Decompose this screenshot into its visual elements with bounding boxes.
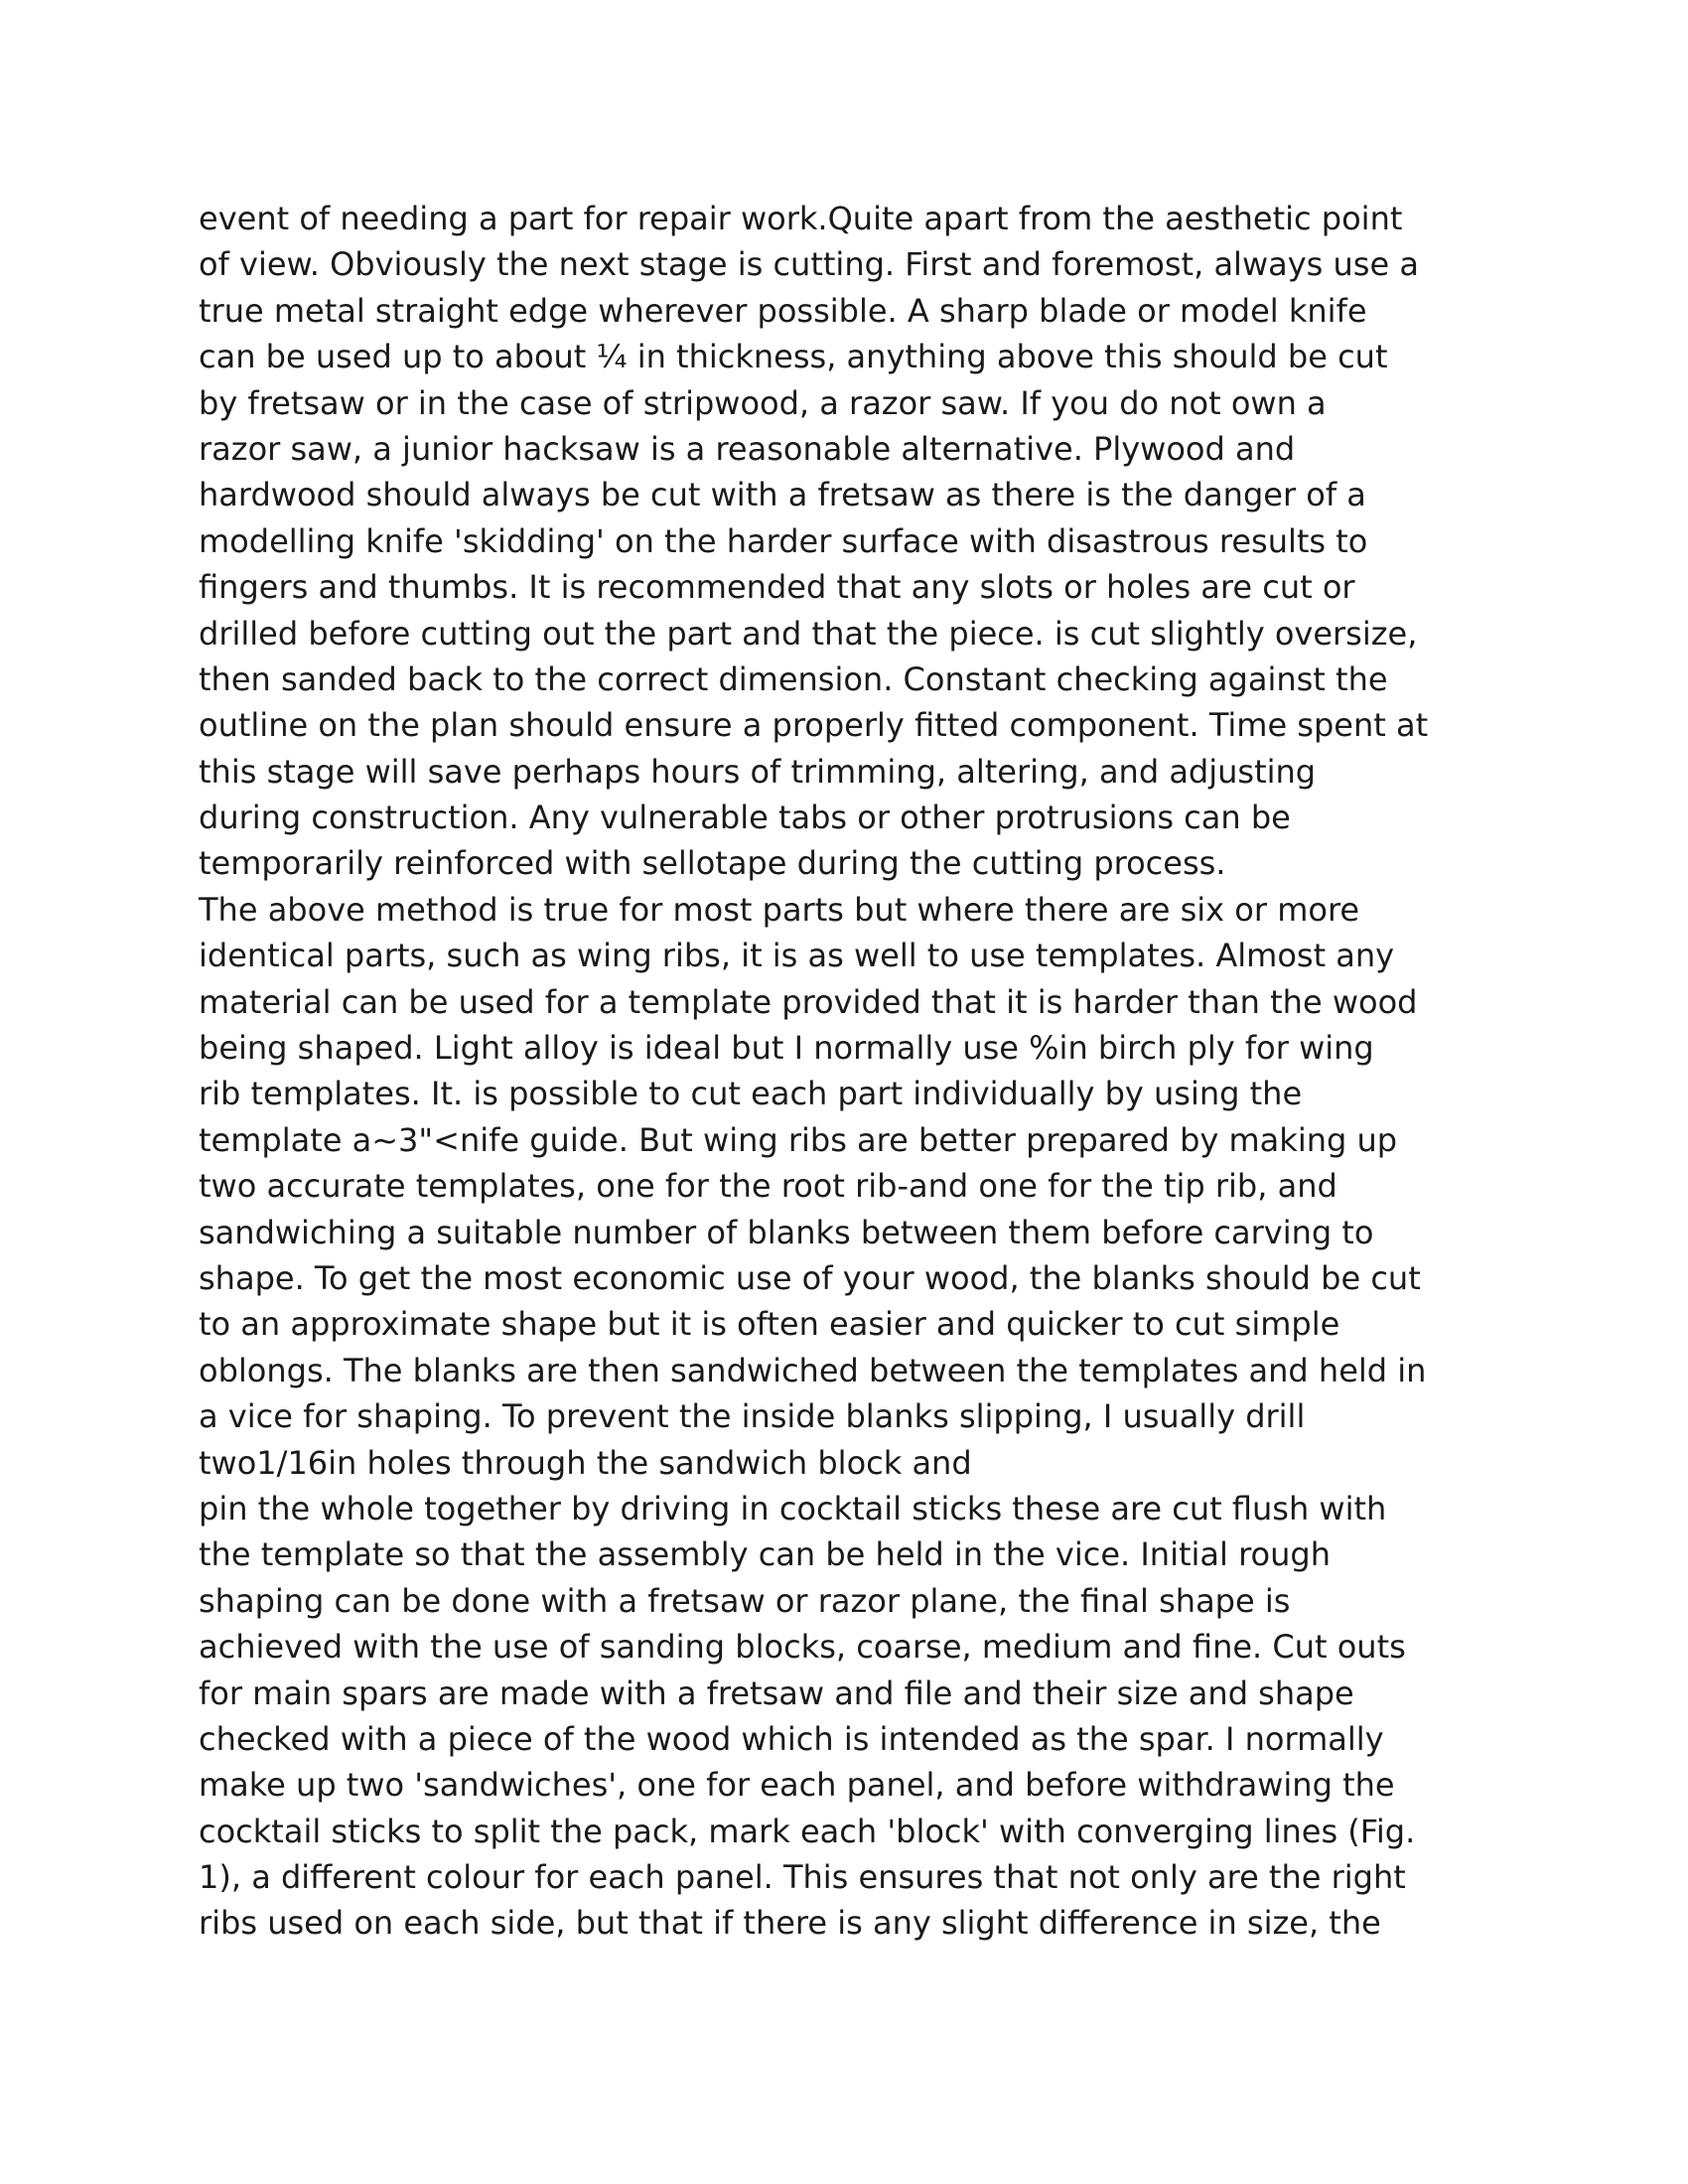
text-line: event of needing a part for repair work.Quite apart from the aesthetic point bbox=[199, 200, 1403, 237]
text-line: during construction. Any vulnerable tabs or other protrusions can be bbox=[199, 799, 1291, 837]
body-text bbox=[199, 196, 1529, 1947]
text-line: outline on the plan should ensure a properly fitted component. Time spent at bbox=[199, 706, 1429, 745]
text-line: The above method is true for most parts but where there are six or more bbox=[199, 890, 1360, 929]
text-line: identical parts, such as wing ribs, it is as well to use templates. Almost any bbox=[199, 937, 1395, 975]
text-line: razor saw, a junior hacksaw is a reasonable alternative. Plywood and bbox=[199, 429, 1296, 468]
text-line: by fretsaw or in the case of stripwood, a razor saw. If you do not own a bbox=[199, 383, 1327, 422]
text-line: make up two 'sandwiches', one for each panel, and before withdrawing the bbox=[199, 1766, 1395, 1805]
text-line: 1), a different colour for each panel. This ensures that not only are the right bbox=[199, 1858, 1406, 1897]
text-line: two accurate templates, one for the root rib-and one for the tip rib, and bbox=[199, 1167, 1337, 1206]
text-line: then sanded back to the correct dimension. Constant checking against the bbox=[199, 659, 1388, 698]
text-line: checked with a piece of the wood which is intended as the spar. I normally bbox=[199, 1719, 1384, 1758]
text-line: can be used up to about ¼ in thickness, anything above this should be cut bbox=[199, 338, 1388, 376]
text-line: rib templates. It. is possible to cut each part individually by using the bbox=[199, 1075, 1303, 1113]
text-line: of view. Obviously the next stage is cutting. First and foremost, always use a bbox=[199, 245, 1419, 284]
text-line: shape. To get the most economic use of your wood, the blanks should be cut bbox=[199, 1258, 1421, 1297]
text-line: pin the whole together by driving in cocktail sticks these are cut flush with bbox=[199, 1489, 1387, 1528]
text-line: hardwood should always be cut with a fretsaw as there is the danger of a bbox=[199, 476, 1366, 514]
text-line: temporarily reinforced with sellotape during the cutting process. bbox=[199, 844, 1226, 883]
text-line: cocktail sticks to split the pack, mark each 'block' with converging lines (Fig. bbox=[199, 1812, 1416, 1850]
text-line: modelling knife 'skidding' on the harder surface with disastrous results to bbox=[199, 521, 1368, 560]
text-line: the template so that the assembly can be held in the vice. Initial rough bbox=[199, 1535, 1331, 1574]
text-line: template a~3"<nife guide. But wing ribs are better prepared by making up bbox=[199, 1120, 1398, 1159]
text-line: fingers and thumbs. It is recommended that any slots or holes are cut or bbox=[199, 568, 1355, 607]
text-line: sandwiching a suitable number of blanks between them before carving to bbox=[199, 1213, 1374, 1251]
text-line: ribs used on each side, but that if there is any slight difference in size, the bbox=[199, 1904, 1381, 1943]
text-line: being shaped. Light alloy is ideal but I normally use %in birch ply for wing bbox=[199, 1029, 1374, 1068]
text-line: achieved with the use of sanding blocks, coarse, medium and fine. Cut outs bbox=[199, 1628, 1406, 1667]
text-line: true metal straight edge wherever possible. A sharp blade or model knife bbox=[199, 291, 1367, 330]
text-line: two1/16in holes through the sandwich block and bbox=[199, 1443, 972, 1482]
text-line: to an approximate shape but it is often easier and quicker to cut simple bbox=[199, 1305, 1340, 1344]
text-line: oblongs. The blanks are then sandwiched between the templates and held in bbox=[199, 1351, 1427, 1389]
text-line: for main spars are made with a fretsaw and file and their size and shape bbox=[199, 1674, 1354, 1712]
text-line: this stage will save perhaps hours of trimming, altering, and adjusting bbox=[199, 752, 1317, 791]
text-line: a vice for shaping. To prevent the inside blanks slipping, I usually drill bbox=[199, 1397, 1306, 1436]
text-line: drilled before cutting out the part and that the piece. is cut slightly oversize, bbox=[199, 614, 1418, 653]
text-line: material can be used for a template provided that it is harder than the wood bbox=[199, 982, 1418, 1021]
text-line: shaping can be done with a fretsaw or razor plane, the final shape is bbox=[199, 1581, 1291, 1620]
